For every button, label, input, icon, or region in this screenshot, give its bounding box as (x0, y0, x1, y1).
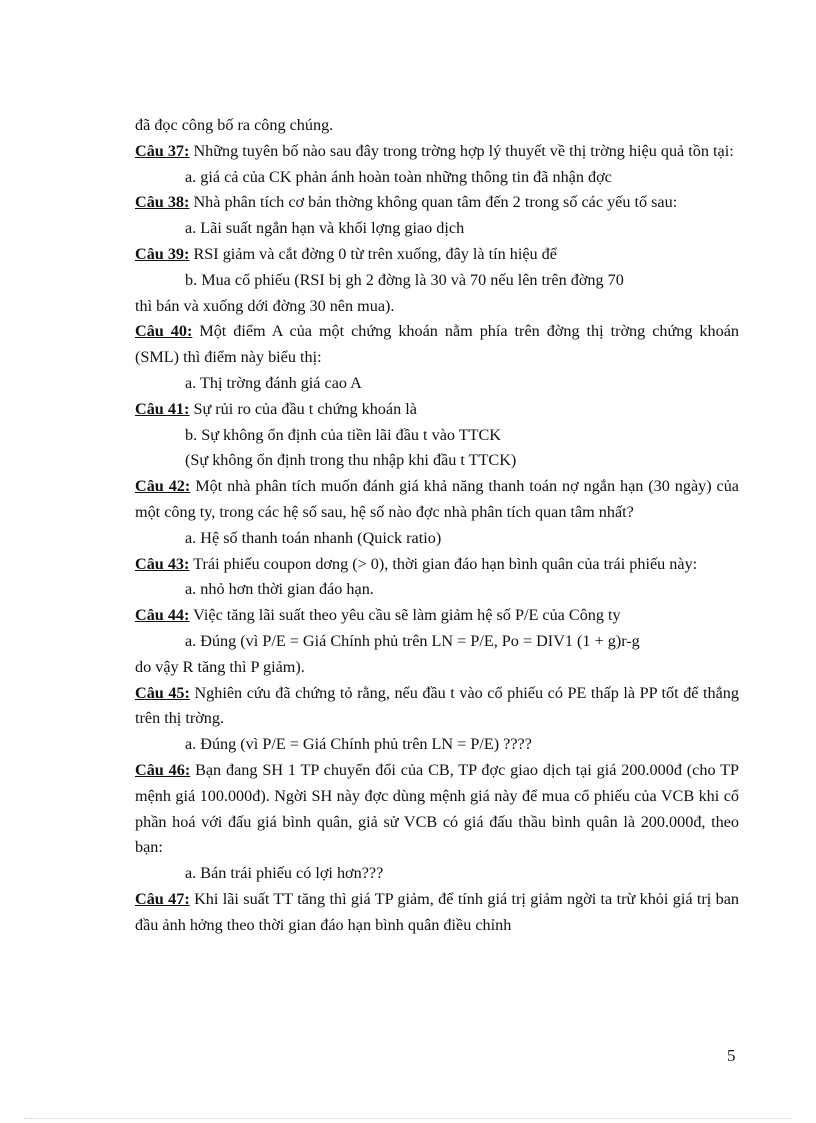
question-paragraph (135, 474, 739, 526)
answer-line (135, 861, 739, 887)
line-text: do vậy R tăng thì P giảm). (135, 657, 305, 676)
question-paragraph (135, 552, 739, 578)
question-paragraph (135, 603, 739, 629)
line-text: Khi lãi suất TT tăng thì giá TP giảm, để tính giá trị giảm ngời ta trừ khỏi giá trị ban đầu ảnh hởng theo thời gian đáo hạn bình quân điều chỉnh (135, 889, 739, 934)
line-text: đã đọc công bố ra công chúng. (135, 116, 334, 134)
question-label: Câu 42: (135, 477, 191, 496)
line-text: (Sự không ổn định trong thu nhập khi đầu t TTCK) (185, 451, 517, 470)
line-text: a. Bán trái phiếu có lợi hơn??? (185, 864, 384, 883)
text-line (135, 294, 739, 320)
question-paragraph (135, 758, 739, 861)
question-paragraph (135, 319, 739, 371)
line-text: a. nhỏ hơn thời gian đáo hạn. (185, 580, 374, 599)
page-bottom-rule (24, 1118, 792, 1119)
question-label: Câu 37: (135, 141, 190, 160)
page-body (135, 113, 739, 939)
line-text: a. Đúng (vì P/E = Giá Chính phủ trên LN = P/E) ???? (185, 735, 532, 754)
line-text: a. Hệ số thanh toán nhanh (Quick ratio) (185, 528, 442, 547)
question-paragraph (135, 681, 739, 733)
question-paragraph (135, 190, 739, 216)
answer-line (135, 216, 739, 242)
question-paragraph (135, 397, 739, 423)
line-text: Những tuyên bố nào sau đây trong trờng hợp lý thuyết về thị trờng hiệu quả tồn tại: (189, 141, 734, 160)
line-text: Một nhà phân tích muốn đánh giá khả năng thanh toán nợ ngắn hạn (30 ngày) của một công ty, trong các hệ số sau, hệ số nào đợc nhà phân tích quan tâm nhất? (135, 477, 739, 521)
answer-line (135, 629, 739, 655)
question-label: Câu 44: (135, 606, 190, 625)
question-label: Câu 46: (135, 760, 191, 779)
line-text: Bạn đang SH 1 TP chuyển đổi của CB, TP đợc giao dịch tại giá 200.000đ (cho TP mệnh giá 100.000đ). Ngời SH này đợc dùng mệnh giá này để mua cổ phiếu của VCB khi cổ phần hoá với đấu giá bình quân, giả sử VCB có giá đấu thầu bình quân là 200.000đ, theo bạn: (135, 760, 739, 857)
answer-line (135, 423, 739, 449)
line-text: a. Đúng (vì P/E = Giá Chính phủ trên LN = P/E, Po = DIV1 (1 + g)r-g (185, 631, 640, 650)
question-label: Câu 41: (135, 399, 190, 418)
line-text: a. Thị trờng đánh giá cao A (185, 373, 362, 392)
line-text: Một điểm A của một chứng khoán nằm phía trên đờng thị trờng chứng khoán (SML) thì điểm này biểu thị: (135, 322, 739, 367)
answer-line (135, 577, 739, 603)
answer-line (135, 165, 739, 191)
question-paragraph (135, 242, 739, 268)
question-paragraph (135, 139, 739, 165)
question-label: Câu 45: (135, 683, 190, 702)
answer-line (135, 732, 739, 758)
line-text: Sự rủi ro của đầu t chứng khoán là (189, 399, 417, 418)
line-text: Việc tăng lãi suất theo yêu cầu sẽ làm giảm hệ số P/E của Công ty (189, 606, 621, 625)
question-label: Câu 39: (135, 244, 190, 263)
answer-line (135, 448, 739, 474)
answer-line (135, 371, 739, 397)
line-text: a. giá cả của CK phản ánh hoàn toàn những thông tin đã nhận đợc (185, 167, 612, 186)
answer-line (135, 526, 739, 552)
line-text: a. Lãi suất ngắn hạn và khối lợng giao dịch (185, 219, 465, 238)
question-paragraph (135, 887, 739, 939)
line-text: b. Sự không ổn định của tiền lãi đầu t vào TTCK (185, 425, 501, 444)
line-text: b. Mua cổ phiếu (RSI bị gh 2 đờng là 30 và 70 nếu lên trên đờng 70 (185, 270, 624, 289)
question-label: Câu 40: (135, 322, 193, 341)
text-line (135, 113, 739, 139)
line-text: Nghiên cứu đã chứng tỏ rằng, nếu đầu t vào cổ phiếu có PE thấp là PP tốt để thắng trên thị trờng. (135, 683, 739, 728)
question-label: Câu 43: (135, 554, 190, 573)
text-line (135, 655, 739, 681)
page-number: 5 (727, 1046, 736, 1065)
answer-line (135, 268, 739, 294)
line-text: RSI giảm và cắt đờng 0 từ trên xuống, đây là tín hiệu để (189, 244, 557, 263)
line-text: thì bán và xuống dới đờng 30 nên mua). (135, 296, 395, 315)
line-text: Trái phiếu coupon dơng (> 0), thời gian đáo hạn bình quân của trái phiếu này: (189, 554, 698, 573)
line-text: Nhà phân tích cơ bản thờng không quan tâm đến 2 trong số các yếu tố sau: (189, 193, 678, 212)
question-label: Câu 47: (135, 889, 190, 908)
question-label: Câu 38: (135, 193, 190, 212)
